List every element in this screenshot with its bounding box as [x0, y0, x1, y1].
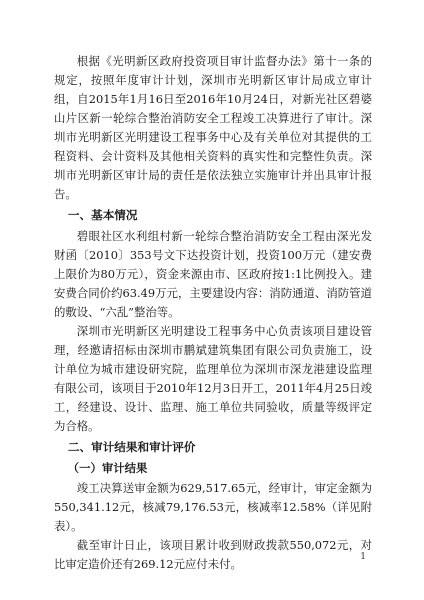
page-number: 1 [360, 552, 366, 562]
result-paragraph-2: 截至审计日止，该项目累计收到财政拨款550,072元，对比审定造价还有269.12元应付未付。 [54, 538, 372, 571]
basic-info-paragraph-1: 碧眼社区水利组村新一轮综合整治消防安全工程由深光发财函〔2010〕353号文下达投资计划，投资100万元（建安费上限价为80万元），资金来源由市、区政府按1:1比例投入。建安费合同价约63.49万元，主要建设内容：消防通道、消防管道的敷设、“六乱”整治等。 [54, 229, 372, 319]
section-heading-basic-info: 一、基本情况 [67, 208, 138, 222]
basic-info-paragraph-2: 深圳市光明新区光明建设工程事务中心负责该项目建设管理，经邀请招标由深圳市鹏斌建筑集团有限公司负责施工，设计单位为城市建设研究院，监理单位为深圳市深龙港建设监理有限公司，该项目于2010年12月3日开工，2011年4月25日竣工，经建设、设计、监理、施工单位共同验收，质量等级评定为合格。 [54, 324, 372, 433]
result-paragraph-1: 竣工决算送审金额为629,517.65元，经审计，审定金额为550,341.12元，核减79,176.53元，核减率12.58%（详见附表）。 [54, 481, 372, 533]
document-body [54, 52, 372, 574]
subsection-heading-result: （一）审计结果 [67, 461, 148, 475]
section-heading-audit: 二、审计结果和审计评价 [67, 440, 196, 454]
intro-paragraph: 根据《光明新区政府投资项目审计监督办法》第十一条的规定，按照年度审计计划，深圳市光明新区审计局成立审计组，自2015年1月16日至2016年10月24日，对新光社区碧婆山片区新一轮综合整治消防安全工程竣工决算进行了审计。深圳市光明新区光明建设工程事务中心及有关单位对其提供的工程资料、会计资料及其他相关资料的真实性和完整性负责。深圳市光明新区审计局的责任是依法独立实施审计并出具审计报告。 [54, 54, 372, 201]
